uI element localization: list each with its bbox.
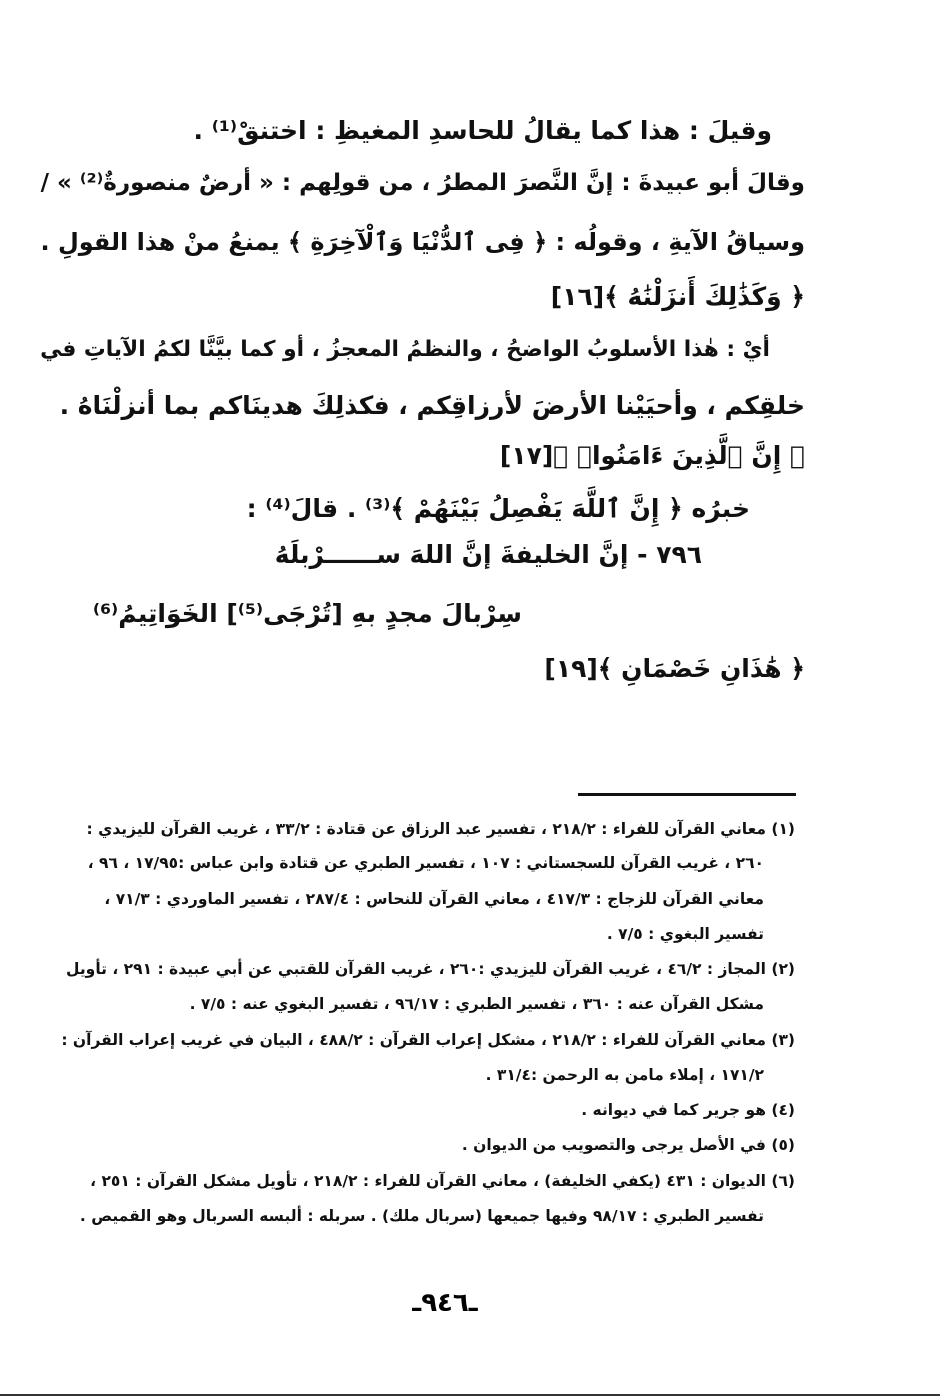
footnote-line: تفسير البغوي : ٧/٥ . [606, 925, 764, 943]
footnote-line: (٣) معاني القرآن للفراء : ٢١٨/٢ ، مشكل إعراب القرآن : ٤٨٨/٢ ، البيان في غريب إعراب القرآن : [61, 1031, 795, 1049]
footnote-line: (٢) المجاز : ٤٦/٢ ، غريب القرآن لليزيدي :٢٦٠ ، غريب القرآن للقتبي عن أبي عبيدة : ٢٩١ ، تأويل [66, 960, 795, 978]
verse-heading: ﴿ إِنَّ ٱلَّذِينَ ءَامَنُوا۟ ﴾[١٧] [499, 441, 805, 470]
poem-verse-second-half: سِرْبالَ مجدٍ بهِ [تُرْجَى⁽⁵⁾] الخَوَاتِيمُ⁽⁶⁾ [92, 599, 522, 628]
page-number: ـ٩٤٦ـ [412, 1288, 478, 1318]
footnote-line: ١٧١/٢ ، إملاء مامن به الرحمن :٣١/٤ . [485, 1066, 764, 1084]
text-line: وقيلَ : هذا كما يقالُ للحاسدِ المغيظِ : اختنقْ⁽¹⁾ . [193, 116, 772, 145]
text-line: وقالَ أبو عبيدةَ : إنَّ النَّصرَ المطرُ ، من قولِهم : « أرضٌ منصورةٌ⁽²⁾ » / [40, 170, 805, 196]
text-line: وسياقُ الآيةِ ، وقولُه : ﴿ فِى ٱلدُّنْيَا وَٱلْآخِرَةِ ﴾ يمنعُ منْ هذا القولِ . [40, 228, 805, 256]
footnote-line: (١) معاني القرآن للفراء : ٢١٨/٢ ، تفسير عبد الرزاق عن قتادة : ٣٣/٢ ، غريب القرآن لليزيدي : [86, 820, 795, 838]
text-line: خبرُه ﴿ إِنَّ ٱللَّهَ يَفْصِلُ بَيْنَهُمْ ﴾⁽³⁾ . قالَ⁽⁴⁾ : [246, 494, 750, 523]
footnote-line: معاني القرآن للزجاج : ٤١٧/٣ ، معاني القرآن للنحاس : ٢٨٧/٤ ، تفسير الماوردي : ٧١/٣ ، [104, 890, 764, 908]
verse-heading: ﴿ وَكَذَٰلِكَ أَنزَلْنَٰهُ ﴾[١٦] [550, 282, 805, 311]
footnote-line: ٢٦٠ ، غريب القرآن للسجستاني : ١٠٧ ، تفسير الطبري عن قتادة وابن عباس :١٧/٩٥ ، ٩٦ ، [87, 854, 764, 872]
footnote-line: تفسير الطبري : ٩٨/١٧ وفيها جميعها (سربال ملك) . سربله : ألبسه السربال وهو القميص . [79, 1207, 764, 1225]
footnote-line: مشكل القرآن عنه : ٣٦٠ ، تفسير الطبري : ٩٦/١٧ ، تفسير البغوي عنه : ٧/٥ . [189, 995, 764, 1013]
bottom-edge-line [0, 1394, 940, 1396]
footnote-line: (٥) في الأصل يرجى والتصويب من الديوان . [461, 1136, 795, 1154]
text-line: أيْ : هٰذا الأسلوبُ الواضحُ ، والنظمُ المعجزُ ، أو كما بيَّنَّا لكمُ الآياتِ في [40, 337, 770, 362]
footnote-line: (٤) هو جرير كما في ديوانه . [581, 1101, 795, 1119]
footnote-line: (٦) الديوان : ٤٣١ (يكفي الخليفة) ، معاني القرآن للفراء : ٢١٨/٢ ، تأويل مشكل القرآن : ٢٥١ ، [90, 1172, 795, 1190]
text-line: خلقِكم ، وأحيَيْنا الأرضَ لأرزاقِكم ، فكذلِكَ هدينَاكم بما أنزلْنَاهُ . [59, 391, 805, 420]
footnote-separator [578, 793, 796, 796]
verse-heading: ﴿ هَٰذَانِ خَصْمَانِ ﴾[١٩] [544, 654, 805, 683]
poem-verse-first-half: ٧٩٦ - إنَّ الخليفةَ إنَّ اللهَ ســــــرْبلَهُ [274, 540, 702, 569]
